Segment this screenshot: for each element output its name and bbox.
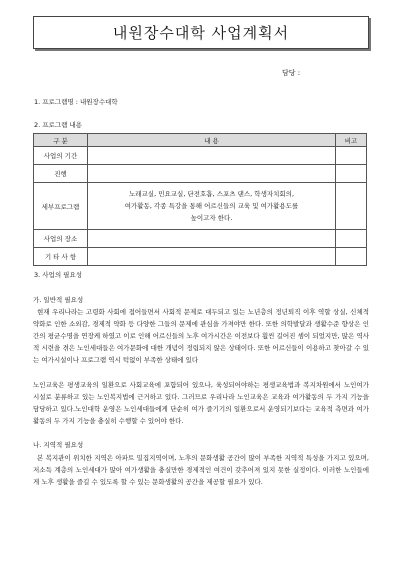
table-row [34, 183, 367, 230]
row-content-detail-program [88, 183, 336, 230]
row-note-location [336, 230, 367, 248]
regional-necessity-subheading: 나. 지역적 필요성 [33, 441, 84, 449]
program-content-table [33, 133, 367, 266]
table-row [34, 147, 367, 165]
table-row [34, 248, 367, 266]
row-label-period: 사업의 기간 [34, 147, 88, 165]
necessity-heading: 3. 사업의 필요성 [34, 271, 83, 279]
header-content: 내 용 [88, 134, 336, 147]
row-note-progress [336, 165, 367, 183]
row-content-period [88, 147, 336, 165]
regional-necessity-paragraph: 본 복지관이 위치한 지역은 아파트 밀집지역이며, 노후의 문화생활 공간이 많이 부족한 지역적 특성을 가지고 있으며, 저소득 계층의 노인세대가 많아 여가생활을 충실만한 경제적인 여건이 갖추어져 있지 못한 실정이다. 이러한 노인들에게 노후 생활을 즐길 수 있도록 할 수 있는 문화생활의 공간을 제공할 필요가 있다. [33, 454, 369, 486]
row-label-other: 기 타 사 항 [34, 248, 88, 266]
person-in-charge-label: 담당 : [282, 69, 301, 77]
row-note-detail-program [336, 183, 367, 230]
program-name-heading: 1. 프로그램명 : 내원장수대학 [34, 98, 118, 106]
general-necessity-paragraph-2: 노인교육은 평생교육의 일환으로 사회교육에 포함되어 있으나, 육성되어야하는 평생교육법과 복지차원에서 노인여가 시설로 분류하고 있는 노인복지법에 근거하고 있다. 그러므로 우리나라 노인교육은 교육과 여가활동의 두 가지 기능을 담당하고 있다.노인대학 운영은 노인세대들에게 단순히 여가 즐기기의 일환으로서 운영되기보다는 교육적 측면과 여가활동의 두 가지 기능을 충실히 수행할 수 있어야 한다. [33, 381, 369, 425]
row-note-other [336, 248, 367, 266]
row-content-location [88, 230, 336, 248]
table-row [34, 165, 367, 183]
program-content-heading: 2. 프로그램 내용 [34, 121, 83, 129]
row-label-progress: 진행 [34, 165, 88, 183]
table-header-row [34, 134, 367, 147]
general-necessity-paragraph-1: 현재 우리나라는 고령화 사회에 접어들면서 사회적 문제로 대두되고 있는 노년층의 정년퇴직 이후 역할 상실, 신체적 약화로 인한 소외감, 경제적 약화 등 다양한 그들의 문제에 관심을 가져야만 한다. 또한 의학발달과 생활수준 향상은 인간의 평균수명을 연장케 하였고 이로 인해 어르신들의 노후 여가시간은 이전보다 훨씬 길어진 셈이 되었지만, 많은 역사적 시련을 겪은 노인세대들은 여가문화에 대한 개념이 정립되지 않은 상태이다. 또한 어르신들이 이용하고 찾아갈 수 있는 여가시설이나 프로그램 역시 턱없이 부족한 상태에 있다 [33, 308, 369, 364]
row-label-detail-program: 세부프로그램 [34, 183, 88, 230]
row-content-progress [88, 165, 336, 183]
document-title-text: 내원장수대학 사업계획서 [112, 24, 290, 42]
general-necessity-subheading: 가. 일반적 필요성 [33, 296, 84, 304]
row-label-location: 사업의 장소 [34, 230, 88, 248]
row-content-other [88, 248, 336, 266]
table-row [34, 230, 367, 248]
header-note: 비고 [336, 134, 367, 147]
header-category: 구 분 [34, 134, 88, 147]
detail-line: 여가활동, 각종 특강을 통해 어르신들의 교육 및 여가활용도를 [124, 202, 299, 210]
detail-line: 높이고자 한다. [190, 214, 233, 222]
document-title [33, 16, 369, 49]
row-note-period [336, 147, 367, 165]
detail-line: 노래교실, 민요교실, 단전호흡, 스포츠 댄스, 학생자치회의, [128, 190, 295, 198]
